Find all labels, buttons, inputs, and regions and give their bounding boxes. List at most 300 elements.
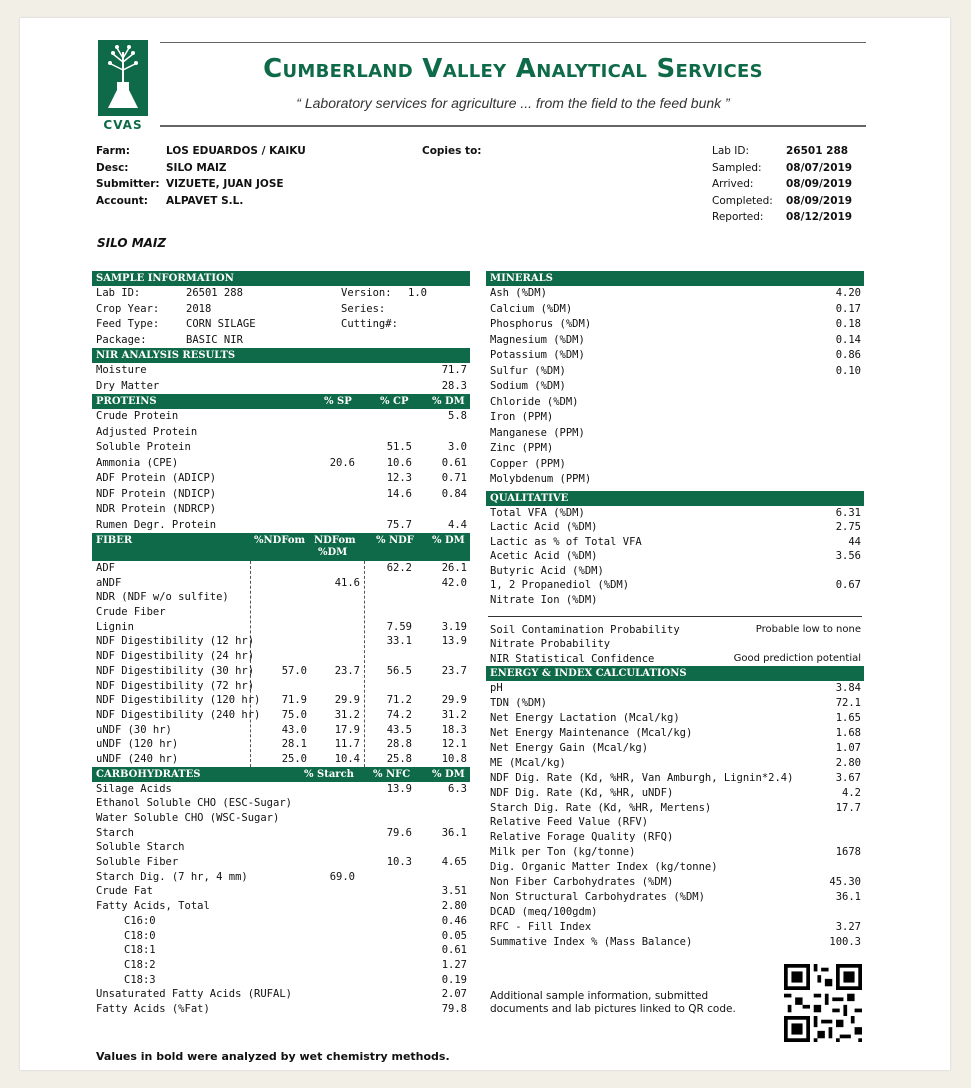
arrived-value: 08/09/2019: [786, 178, 853, 190]
carb-label: Fatty Acids, Total: [96, 900, 210, 913]
qualitative-table: [486, 506, 864, 608]
energy-row-label: Non Fiber Carbohydrates (%DM): [490, 876, 674, 889]
carb-dm: 36.1: [441, 826, 467, 839]
carb-label: Unsaturated Fatty Acids (RUFAL): [96, 988, 292, 1001]
mineral-row: [486, 426, 864, 442]
carb-label: Starch Dig. (7 hr, 4 mm): [96, 870, 248, 883]
fiber-dm: 18.3: [441, 723, 467, 736]
submitter-label: Submitter:: [96, 178, 160, 190]
carb-dm: 0.61: [441, 944, 467, 957]
protein-cp: 75.7: [386, 518, 412, 531]
submitter-value: VIZUETE, JUAN JOSE: [166, 178, 284, 190]
fiber-dm: 3.19: [441, 620, 467, 633]
energy-row-value: 45.30: [829, 876, 861, 889]
account-value: ALPAVET S.L.: [166, 194, 244, 207]
qualitative-row-label: Lactic Acid (%DM): [490, 521, 598, 534]
arrived-label: Arrived:: [712, 178, 754, 190]
energy-row: [486, 935, 864, 950]
energy-row: [486, 726, 864, 741]
mineral-row: [486, 441, 864, 457]
nir-heading: NIR ANALYSIS RESULTS: [92, 348, 470, 363]
proteins-title: PROTEINS: [96, 396, 157, 407]
carb-label: Fatty Acids (%Fat): [96, 1002, 210, 1015]
protein-row: [92, 440, 470, 456]
qualitative-divider: [488, 608, 862, 617]
fiber-table: [92, 561, 470, 767]
qualitative-row-label: Lactic as % of Total VFA: [490, 535, 642, 548]
nir-table: [92, 363, 470, 394]
sample-info-key-2: Series:: [341, 302, 386, 315]
fiber-ndfom-pct: 57.0: [281, 664, 307, 677]
fiber-ndfom-dm: 29.9: [334, 694, 360, 707]
mineral-row-label: Sulfur (%DM): [490, 364, 566, 377]
completed-value: 08/09/2019: [786, 194, 853, 207]
energy-row-label: ME (Mcal/kg): [490, 756, 566, 769]
protein-dm: 5.8: [448, 410, 467, 422]
fiber-ndf: 74.2: [386, 708, 412, 721]
company-tagline: “ Laboratory services for agriculture ... from the field to the feed bunk ”: [296, 95, 730, 111]
energy-table: [486, 681, 864, 949]
energy-row-label: Starch Dig. Rate (Kd, %HR, Mertens): [490, 801, 712, 814]
fiber-dm: 31.2: [441, 708, 467, 721]
fiber-ndf: 28.8: [386, 738, 412, 751]
fiber-row: [92, 752, 470, 767]
sample-info-value-2: 1.0: [408, 287, 427, 299]
mineral-row-value: 0.10: [835, 364, 861, 377]
carb-starch: 69.0: [329, 870, 355, 883]
fiber-ndfom-dm: 17.9: [334, 723, 360, 736]
fiber-row: [92, 576, 470, 591]
fiber-col-ndfom: NDFom: [314, 535, 356, 546]
carbs-heading: [92, 767, 470, 782]
carb-dm: 1.27: [441, 958, 467, 971]
fiber-row: [92, 620, 470, 635]
energy-row-value: 17.7: [835, 801, 861, 814]
fiber-row: [92, 664, 470, 679]
protein-label: Ammonia (CPE): [96, 456, 179, 469]
sample-info-key-2: Version:: [341, 287, 392, 299]
mineral-row-label: Iron (PPM): [490, 411, 554, 423]
energy-row: [486, 890, 864, 905]
energy-row-label: Relative Feed Value (RFV): [490, 816, 649, 829]
fiber-ndfom-pct: 28.1: [281, 738, 307, 751]
carb-label: Silage Acids: [96, 782, 172, 795]
carb-dm: 79.8: [441, 1002, 467, 1015]
protein-cp: 14.6: [386, 487, 412, 500]
reported-label: Reported:: [712, 211, 764, 223]
fiber-ndfom-pct: 75.0: [281, 708, 307, 721]
fiber-label: uNDF (240 hr): [96, 752, 179, 765]
fiber-ndfom-dm: 10.4: [334, 752, 360, 765]
header-right: [712, 143, 852, 226]
logo-text: CVAS: [103, 118, 143, 132]
carb-label: C18:2: [124, 958, 156, 971]
carb-nfc: 13.9: [386, 782, 412, 795]
carb-nfc: 10.3: [386, 856, 412, 869]
carb-dm: 6.3: [448, 782, 467, 795]
carb-row: [92, 796, 470, 811]
fiber-ndf: 71.2: [386, 694, 412, 707]
desc-label: Desc:: [96, 161, 129, 174]
energy-row-value: 1.68: [835, 727, 861, 740]
fiber-row: [92, 679, 470, 694]
mineral-row: [486, 348, 864, 364]
qualitative-extra-label: Nitrate Probability: [490, 638, 611, 651]
fiber-ndf: 7.59: [386, 620, 412, 633]
mineral-row: [486, 364, 864, 380]
qualitative-extra-label: NIR Statistical Confidence: [490, 652, 655, 665]
fiber-row: [92, 605, 470, 620]
energy-row-label: RFC - Fill Index: [490, 920, 592, 933]
proteins-col-dm: % DM: [432, 396, 465, 407]
mineral-row-label: Ash (%DM): [490, 287, 547, 299]
fiber-label: NDR (NDF w/o sulfite): [96, 591, 229, 604]
fiber-ndfom-pct: 25.0: [281, 752, 307, 765]
protein-dm: 0.61: [441, 456, 467, 469]
header-left: [96, 143, 306, 209]
energy-row: [486, 845, 864, 860]
fiber-col-ndf: % NDF: [376, 535, 414, 546]
mineral-row: [486, 472, 864, 488]
carb-label: Ethanol Soluble CHO (ESC-Sugar): [96, 797, 292, 810]
labid-value: 26501 288: [786, 145, 849, 157]
qualitative-extra-row: [486, 623, 864, 638]
qualitative-row-value: 3.56: [835, 550, 861, 563]
carb-row: [92, 884, 470, 899]
sample-info-row: [92, 302, 470, 318]
protein-row: [92, 456, 470, 472]
qualitative-row: [486, 506, 864, 521]
protein-dm: 3.0: [448, 441, 467, 453]
energy-row-label: DCAD (meq/100gdm): [490, 905, 598, 918]
fiber-row: [92, 693, 470, 708]
proteins-col-sp: % SP: [324, 396, 352, 407]
fiber-label: NDF Digestibility (24 hr): [96, 650, 255, 663]
fiber-ndfom-dm: 41.6: [334, 576, 360, 589]
sample-info-key: Crop Year:: [96, 302, 160, 315]
fiber-ndfom-dm: 31.2: [334, 708, 360, 721]
fiber-dm: 23.7: [441, 664, 467, 677]
carb-row: [92, 929, 470, 944]
minerals-heading: MINERALS: [486, 271, 864, 286]
qualitative-heading: QUALITATIVE: [486, 491, 864, 506]
fiber-label: aNDF: [96, 576, 122, 589]
energy-row: [486, 756, 864, 771]
energy-row-label: NDF Dig. Rate (Kd, %HR, uNDF): [490, 786, 674, 799]
energy-row-value: 4.2: [842, 786, 861, 799]
mineral-row: [486, 379, 864, 395]
energy-row: [486, 786, 864, 801]
carb-label: C16:0: [124, 914, 156, 927]
fiber-dm: 29.9: [441, 694, 467, 707]
sample-info-key: Feed Type:: [96, 318, 160, 330]
carb-row: [92, 840, 470, 855]
protein-dm: 0.71: [441, 472, 467, 484]
fiber-title: FIBER: [96, 535, 133, 546]
copies-label: Copies to:: [422, 145, 482, 157]
footer-note: Values in bold were analyzed by wet chemistry methods.: [96, 1050, 450, 1063]
energy-row-label: Milk per Ton (kg/tonne): [490, 846, 636, 859]
fiber-ndfom-dm: 23.7: [334, 664, 360, 677]
carb-label: Starch: [96, 826, 134, 839]
energy-row: [486, 860, 864, 875]
carb-row: [92, 826, 470, 841]
protein-label: Rumen Degr. Protein: [96, 518, 217, 531]
proteins-col-cp: % CP: [380, 396, 409, 407]
fiber-dm: 13.9: [441, 635, 467, 648]
qualitative-row-label: Nitrate Ion (%DM): [490, 594, 598, 607]
fiber-col-dm: % DM: [432, 535, 465, 546]
mineral-row-label: Phosphorus (%DM): [490, 318, 592, 330]
energy-row-value: 100.3: [829, 935, 861, 948]
energy-row-value: 1678: [835, 846, 861, 859]
nir-label: Dry Matter: [96, 379, 160, 392]
energy-row-label: NDF Dig. Rate (Kd, %HR, Van Amburgh, Lignin*2.4): [490, 771, 794, 784]
protein-cp: 10.6: [386, 456, 412, 469]
reported-value: 08/12/2019: [786, 211, 853, 223]
protein-row: [92, 425, 470, 441]
energy-heading: ENERGY & INDEX CALCULATIONS: [486, 666, 864, 681]
sample-info-value: CORN SILAGE: [186, 318, 256, 330]
protein-label: Crude Protein: [96, 410, 179, 422]
carb-dm: 2.07: [441, 988, 467, 1001]
mineral-row-label: Copper (PPM): [490, 457, 566, 470]
mineral-row: [486, 457, 864, 473]
nir-row: [92, 363, 470, 379]
qualitative-extra-value: Probable low to none: [755, 623, 861, 635]
sample-info-table: [92, 286, 470, 348]
mineral-row-label: Chloride (%DM): [490, 395, 579, 408]
protein-row: [92, 471, 470, 487]
carb-dm: 2.80: [441, 900, 467, 913]
qualitative-row: [486, 520, 864, 535]
fiber-heading: [92, 533, 470, 561]
mineral-row-value: 0.18: [835, 318, 861, 330]
energy-row: [486, 771, 864, 786]
carb-label: Soluble Fiber: [96, 856, 179, 869]
farm-value: LOS EDUARDOS / KAIKU: [166, 145, 306, 157]
mineral-row: [486, 333, 864, 349]
protein-label: NDF Protein (NDICP): [96, 487, 217, 500]
desc-value: SILO MAIZ: [166, 161, 227, 174]
fiber-label: NDF Digestibility (240 hr): [96, 708, 261, 721]
protein-dm: 0.84: [441, 487, 467, 500]
title-rule-bottom: [160, 125, 866, 127]
fiber-row: [92, 737, 470, 752]
energy-row: [486, 830, 864, 845]
protein-row: [92, 518, 470, 534]
sample-info-value: 26501 288: [186, 287, 243, 299]
sample-name: SILO MAIZ: [97, 236, 167, 250]
energy-row: [486, 696, 864, 711]
carb-row: [92, 958, 470, 973]
carb-row: [92, 855, 470, 870]
energy-row-value: 1.07: [835, 742, 861, 754]
carb-label: Soluble Starch: [96, 841, 185, 854]
fiber-row: [92, 634, 470, 649]
qr-note: Additional sample information, submitted documents and lab pictures linked to QR code.: [490, 990, 736, 1015]
fiber-ndf: 25.8: [386, 752, 412, 765]
fiber-row: [92, 649, 470, 664]
fiber-label: uNDF (120 hr): [96, 738, 179, 751]
energy-row-label: pH: [490, 682, 503, 695]
protein-row: [92, 487, 470, 503]
carb-label: C18:3: [124, 973, 156, 986]
protein-label: Adjusted Protein: [96, 425, 198, 438]
protein-cp: 12.3: [386, 472, 412, 484]
qualitative-row-label: Total VFA (%DM): [490, 506, 585, 519]
qualitative-row-value: 0.67: [835, 579, 861, 592]
protein-label: NDR Protein (NDRCP): [96, 503, 217, 515]
qr-code-icon[interactable]: [784, 964, 862, 1042]
fiber-dm: 26.1: [441, 562, 467, 574]
fiber-row: [92, 708, 470, 723]
mineral-row: [486, 286, 864, 302]
carbs-table: [92, 782, 470, 1017]
carb-label: Water Soluble CHO (WSC-Sugar): [96, 812, 280, 824]
nir-value: 71.7: [441, 364, 467, 376]
energy-row-value: 3.27: [835, 920, 861, 933]
protein-label: Soluble Protein: [96, 441, 191, 453]
carb-row: [92, 870, 470, 885]
carb-label: Crude Fat: [96, 885, 153, 898]
energy-row-value: 3.84: [835, 682, 861, 695]
fiber-label: Lignin: [96, 620, 134, 633]
mineral-row-label: Sodium (%DM): [490, 380, 566, 392]
fiber-dm: 42.0: [441, 576, 467, 589]
carb-dm: 0.19: [441, 973, 467, 986]
nir-value: 28.3: [441, 379, 467, 392]
mineral-row-value: 0.86: [835, 349, 861, 361]
fiber-col-ndfom-pct: %NDFom: [254, 535, 306, 546]
fiber-ndfom-dm: 11.7: [334, 738, 360, 751]
qualitative-row: [486, 564, 864, 579]
sample-info-key: Lab ID:: [96, 287, 141, 299]
carb-row: [92, 899, 470, 914]
carb-label: C18:1: [124, 944, 156, 957]
fiber-ndf: 56.5: [386, 664, 412, 677]
fiber-ndf: 43.5: [386, 723, 412, 736]
sample-info-value: BASIC NIR: [186, 333, 243, 346]
mineral-row-label: Molybdenum (PPM): [490, 473, 592, 485]
carb-dm: 0.46: [441, 914, 467, 927]
energy-row-label: TDN (%DM): [490, 697, 547, 710]
energy-row-label: Net Energy Lactation (Mcal/kg): [490, 712, 680, 725]
nir-label: Moisture: [96, 364, 147, 376]
report-page: [20, 18, 950, 1070]
sample-info-key-2: Cutting#:: [341, 318, 398, 330]
sample-info-row: [92, 286, 470, 302]
sample-info-row: [92, 317, 470, 333]
labid-label: Lab ID:: [712, 145, 750, 157]
company-title: Cumberland Valley Analytical Services: [263, 54, 763, 84]
mineral-row: [486, 395, 864, 411]
fiber-row: [92, 590, 470, 605]
fiber-label: ADF: [96, 562, 115, 574]
energy-row-label: Relative Forage Quality (RFQ): [490, 831, 674, 844]
account-label: Account:: [96, 194, 148, 207]
energy-row: [486, 801, 864, 816]
fiber-ndf: 62.2: [386, 562, 412, 574]
carb-nfc: 79.6: [386, 826, 412, 839]
energy-row-label: Net Energy Maintenance (Mcal/kg): [490, 727, 693, 740]
energy-row: [486, 920, 864, 935]
fiber-label: uNDF (30 hr): [96, 723, 172, 736]
fiber-label: NDF Digestibility (12 hr): [96, 635, 255, 648]
mineral-row: [486, 410, 864, 426]
protein-row: [92, 409, 470, 425]
qualitative-row-label: Butyric Acid (%DM): [490, 564, 604, 577]
protein-cp: 51.5: [386, 441, 412, 453]
carb-row: [92, 782, 470, 797]
fiber-ndfom-pct: 71.9: [281, 694, 307, 707]
energy-row: [486, 875, 864, 890]
energy-row: [486, 681, 864, 696]
carbs-col-dm: % DM: [432, 768, 465, 780]
fiber-ndfom-pct: 43.0: [281, 723, 307, 736]
mineral-row-label: Potassium (%DM): [490, 349, 585, 361]
qualitative-row: [486, 549, 864, 564]
fiber-ndf: 33.1: [386, 635, 412, 648]
energy-row-value: 72.1: [835, 697, 861, 710]
energy-row-label: Net Energy Gain (Mcal/kg): [490, 742, 649, 754]
qualitative-extra-row: [486, 652, 864, 667]
carb-row: [92, 811, 470, 826]
mineral-row-value: 0.14: [835, 333, 861, 346]
carb-row: [92, 914, 470, 929]
fiber-label: NDF Digestibility (30 hr): [96, 664, 255, 677]
qualitative-row: [486, 578, 864, 593]
fiber-dm: 10.8: [441, 752, 467, 765]
title-rule-top: [160, 42, 866, 43]
energy-row: [486, 741, 864, 756]
completed-label: Completed:: [712, 194, 773, 207]
carbs-title: CARBOHYDRATES: [96, 768, 201, 780]
energy-row-value: 36.1: [835, 890, 861, 903]
mineral-row-label: Magnesium (%DM): [490, 333, 585, 346]
left-column: [92, 271, 470, 1017]
energy-row-label: Dig. Organic Matter Index (kg/tonne): [490, 861, 718, 874]
mineral-row-label: Zinc (PPM): [490, 442, 554, 454]
fiber-row: [92, 723, 470, 738]
sampled-label: Sampled:: [712, 161, 762, 174]
qualitative-row: [486, 535, 864, 550]
qualitative-extra-row: [486, 637, 864, 652]
protein-row: [92, 502, 470, 518]
qualitative-row-value: 6.31: [835, 506, 861, 519]
minerals-table: [486, 286, 864, 488]
energy-row-label: Non Structural Carbohydrates (%DM): [490, 890, 705, 903]
fiber-col-ndfom-dm: %DM: [318, 547, 348, 558]
qualitative-row-value: 2.75: [835, 521, 861, 534]
carb-row: [92, 1002, 470, 1017]
carb-label: C18:0: [124, 929, 156, 942]
mineral-row-label: Manganese (PPM): [490, 426, 585, 439]
qualitative-extra-table: [486, 623, 864, 667]
carb-row: [92, 987, 470, 1002]
qualitative-extra-value: Good prediction potential: [733, 652, 861, 664]
qualitative-extra-label: Soil Contamination Probability: [490, 623, 680, 636]
fiber-label: NDF Digestibility (120 hr): [96, 694, 261, 707]
protein-sp: 20.6: [329, 456, 355, 469]
fiber-row: [92, 561, 470, 576]
mineral-row-value: 0.17: [835, 302, 861, 315]
fiber-dm: 12.1: [441, 738, 467, 751]
right-column: [486, 271, 864, 949]
proteins-table: [92, 409, 470, 533]
nir-row: [92, 379, 470, 395]
mineral-row-value: 4.20: [835, 287, 861, 299]
